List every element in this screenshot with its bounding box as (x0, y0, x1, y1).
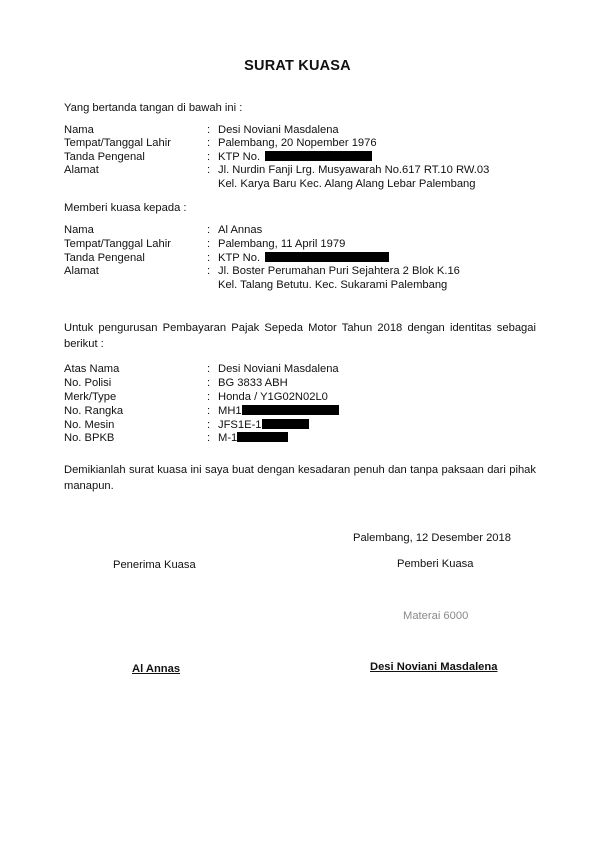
vehicle-frame-label: No. Rangka (64, 405, 124, 417)
grantee-id-label: Tanda Pengenal (64, 252, 145, 264)
grantee-address-label: Alamat (64, 265, 99, 277)
redaction-bar (237, 432, 288, 442)
recipient-signature-name: Al Annas (132, 663, 181, 675)
vehicle-bpkb-label: No. BPKB (64, 432, 115, 444)
vehicle-bpkb-text: M-1 (218, 432, 238, 444)
closing-paragraph: Demikianlah surat kuasa ini saya buat dengan kesadaran penuh dan tanpa paksaan dari pihak manapun. (64, 464, 536, 492)
grantor-name: Desi Noviani Masdalena (218, 124, 339, 136)
grantor-birth-label: Tempat/Tanggal Lahir (64, 137, 171, 149)
recipient-label: Penerima Kuasa (113, 559, 196, 571)
grantor-address-line1: Jl. Nurdin Fanji Lrg. Musyawarah No.617 RT.10 RW.03 (218, 164, 490, 176)
vehicle-type-label: Merk/Type (64, 391, 117, 403)
vehicle-bpkb (218, 432, 288, 445)
vehicle-engine-label: No. Mesin (64, 419, 115, 431)
grantor-birth: Palembang, 20 Nopember 1976 (218, 137, 377, 149)
purpose-paragraph: Untuk pengurusan Pembayaran Pajak Sepeda Motor Tahun 2018 dengan identitas sebagai berikut : (64, 322, 536, 350)
grantee-name-label: Nama (64, 224, 94, 236)
colon: : (207, 377, 211, 389)
grantor-address-label: Alamat (64, 164, 99, 176)
grantor-id (218, 151, 372, 164)
vehicle-engine-text: JFS1E-1 (218, 419, 262, 431)
vehicle-plate: BG 3833 ABH (218, 377, 288, 389)
redaction-bar (262, 419, 309, 429)
colon: : (207, 432, 211, 444)
grantor-id-label: Tanda Pengenal (64, 151, 145, 163)
grantee-id-text: KTP No. (218, 252, 261, 264)
grantee-id (218, 252, 389, 265)
colon: : (207, 238, 211, 250)
grantor-id-text: KTP No. (218, 151, 261, 163)
colon: : (207, 137, 211, 149)
vehicle-owner-label: Atas Nama (64, 363, 120, 375)
grantor-address-line2: Kel. Karya Baru Kec. Alang Alang Lebar Palembang (218, 178, 476, 190)
colon: : (207, 151, 211, 163)
intro-text: Yang bertanda tangan di bawah ini : (64, 102, 243, 114)
colon: : (207, 252, 211, 264)
grantor-name-label: Nama (64, 124, 94, 136)
redaction-bar (265, 151, 372, 161)
vehicle-type: Honda / Y1G02N02L0 (218, 391, 328, 403)
vehicle-plate-label: No. Polisi (64, 377, 112, 389)
place-date: Palembang, 12 Desember 2018 (353, 532, 511, 544)
colon: : (207, 224, 211, 236)
grantee-address-line2: Kel. Talang Betutu. Kec. Sukarami Palembang (218, 279, 448, 291)
vehicle-owner: Desi Noviani Masdalena (218, 363, 339, 375)
document-title: SURAT KUASA (244, 58, 351, 74)
colon: : (207, 419, 211, 431)
grantee-address-line1: Jl. Boster Perumahan Puri Sejahtera 2 Blok K.16 (218, 265, 460, 277)
colon: : (207, 164, 211, 176)
grantee-name: Al Annas (218, 224, 263, 236)
colon: : (207, 363, 211, 375)
grantor-label: Pemberi Kuasa (397, 558, 474, 570)
stamp-placeholder: Materai 6000 (403, 610, 469, 622)
colon: : (207, 265, 211, 277)
grantor-signature-name: Desi Noviani Masdalena (370, 661, 498, 673)
grantee-birth: Palembang, 11 April 1979 (218, 238, 346, 250)
colon: : (207, 124, 211, 136)
redaction-bar (242, 405, 339, 415)
give-text: Memberi kuasa kepada : (64, 202, 187, 214)
grantee-birth-label: Tempat/Tanggal Lahir (64, 238, 171, 250)
redaction-bar (265, 252, 389, 262)
colon: : (207, 405, 211, 417)
vehicle-engine (218, 419, 309, 432)
vehicle-frame (218, 405, 339, 418)
colon: : (207, 391, 211, 403)
vehicle-frame-text: MH1 (218, 405, 242, 417)
